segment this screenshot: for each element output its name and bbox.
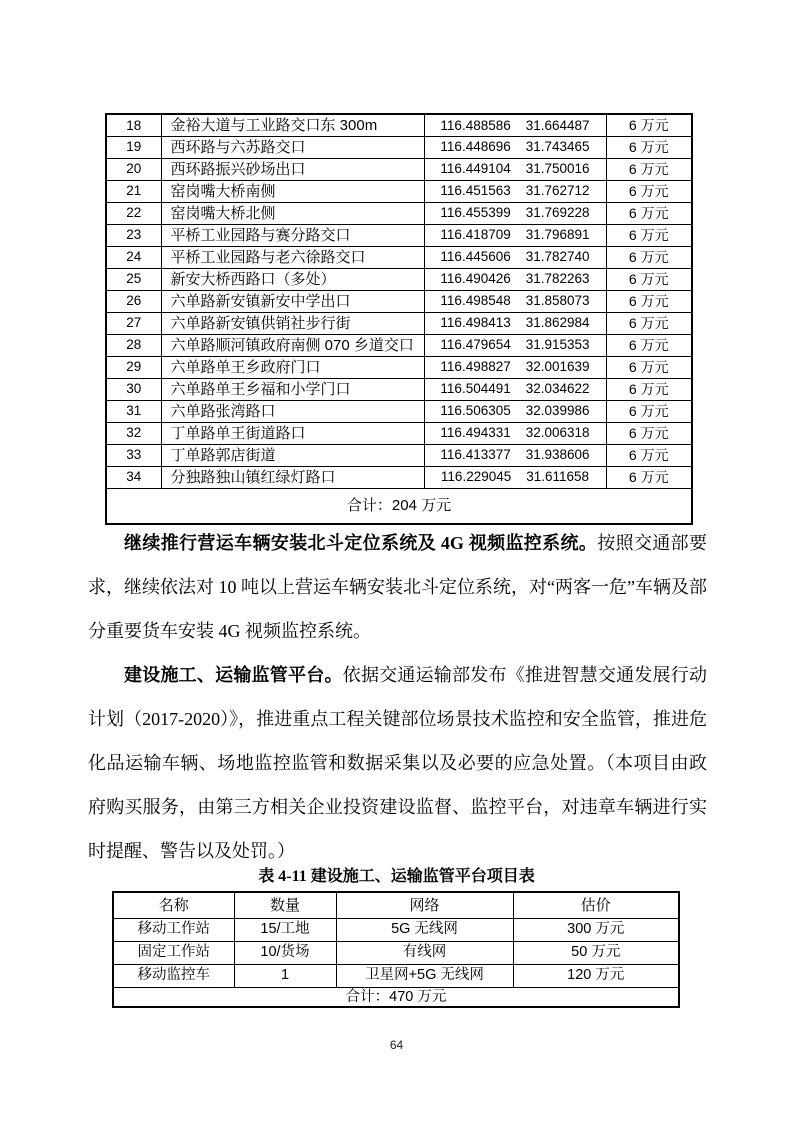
row-latitude: 31.782740 xyxy=(525,249,590,265)
paragraph-lead-bold: 继续推行营运车辆安装北斗定位系统及 4G 视频监控系统。 xyxy=(124,533,598,553)
platform-table-caption: 表 4-11 建设施工、运输监管平台项目表 xyxy=(258,868,535,885)
page-number: 64 xyxy=(389,1038,404,1052)
row-latitude: 31.743465 xyxy=(525,139,590,155)
row-number: 29 xyxy=(106,356,161,378)
row-price: 6 万元 xyxy=(606,312,692,334)
paragraph-beidou-4g xyxy=(88,521,707,653)
row-coordinates xyxy=(424,114,606,136)
row-latitude: 31.796891 xyxy=(525,227,590,243)
row-price: 6 万元 xyxy=(606,290,692,312)
row-price: 6 万元 xyxy=(606,114,692,136)
table-row xyxy=(106,378,692,400)
row-longitude: 116.498827 xyxy=(440,359,511,375)
table-row xyxy=(113,918,679,941)
row-price: 6 万元 xyxy=(606,136,692,158)
row-number: 25 xyxy=(106,268,161,290)
row-item-name: 移动工作站 xyxy=(113,918,234,941)
row-number: 22 xyxy=(106,202,161,224)
row-coordinates xyxy=(424,378,606,400)
row-longitude: 116.413377 xyxy=(440,447,511,463)
row-price: 6 万元 xyxy=(606,224,692,246)
row-location-name: 平桥工业园路与赛分路交口 xyxy=(161,224,424,246)
row-quantity: 1 xyxy=(234,964,336,987)
row-longitude: 116.445606 xyxy=(440,249,511,265)
row-latitude: 32.034622 xyxy=(525,381,590,397)
table-row xyxy=(106,158,692,180)
row-longitude: 116.449104 xyxy=(440,161,511,177)
row-price: 6 万元 xyxy=(606,356,692,378)
row-network: 卫星网+5G 无线网 xyxy=(336,964,513,987)
table-row xyxy=(106,180,692,202)
row-coordinates xyxy=(424,312,606,334)
row-quantity: 15/工地 xyxy=(234,918,336,941)
row-latitude: 32.039986 xyxy=(525,403,590,419)
row-price: 6 万元 xyxy=(606,334,692,356)
row-number: 34 xyxy=(106,466,161,488)
row-longitude: 116.490426 xyxy=(440,271,511,287)
table-row xyxy=(106,202,692,224)
row-latitude: 32.006318 xyxy=(525,425,590,441)
row-network: 5G 无线网 xyxy=(336,918,513,941)
row-longitude: 116.498548 xyxy=(440,293,511,309)
row-price: 6 万元 xyxy=(606,444,692,466)
row-location-name: 丁单路郭店街道 xyxy=(161,444,424,466)
row-number: 23 xyxy=(106,224,161,246)
row-location-name: 六单路单王乡政府门口 xyxy=(161,356,424,378)
row-longitude: 116.479654 xyxy=(440,337,511,353)
row-coordinates xyxy=(424,290,606,312)
row-number: 21 xyxy=(106,180,161,202)
table-row xyxy=(106,224,692,246)
table-row xyxy=(113,941,679,964)
row-coordinates xyxy=(424,356,606,378)
row-number: 27 xyxy=(106,312,161,334)
table-row xyxy=(106,114,692,136)
table-row xyxy=(106,246,692,268)
row-latitude: 31.750016 xyxy=(525,161,590,177)
body-text xyxy=(88,521,707,873)
row-price: 6 万元 xyxy=(606,180,692,202)
row-item-name: 固定工作站 xyxy=(113,941,234,964)
row-number: 19 xyxy=(106,136,161,158)
camera-table-total-row xyxy=(106,488,692,524)
row-network: 有线网 xyxy=(336,941,513,964)
table-row xyxy=(106,400,692,422)
table-row xyxy=(106,444,692,466)
paragraph-supervision-platform xyxy=(88,653,707,873)
row-longitude: 116.448696 xyxy=(440,139,511,155)
table-row xyxy=(106,466,692,488)
row-longitude: 116.451563 xyxy=(440,183,511,199)
table-row xyxy=(106,356,692,378)
row-location-name: 六单路单王乡福和小学门口 xyxy=(161,378,424,400)
row-latitude: 31.915353 xyxy=(525,337,590,353)
row-longitude: 116.488586 xyxy=(440,117,511,133)
row-number: 20 xyxy=(106,158,161,180)
row-price: 6 万元 xyxy=(606,268,692,290)
row-number: 32 xyxy=(106,422,161,444)
row-price: 6 万元 xyxy=(606,202,692,224)
row-price: 6 万元 xyxy=(606,400,692,422)
row-coordinates xyxy=(424,158,606,180)
platform-table-header-row xyxy=(113,892,679,918)
row-coordinates xyxy=(424,466,606,488)
row-coordinates xyxy=(424,224,606,246)
row-number: 31 xyxy=(106,400,161,422)
row-longitude: 116.455399 xyxy=(440,205,511,221)
row-latitude: 32.001639 xyxy=(525,359,590,375)
platform-table-total-row xyxy=(113,987,679,1007)
row-latitude: 31.769228 xyxy=(525,205,590,221)
row-latitude: 31.858073 xyxy=(525,293,590,309)
row-location-name: 丁单路单王街道路口 xyxy=(161,422,424,444)
row-latitude: 31.611658 xyxy=(526,469,590,485)
row-location-name: 新安大桥西路口（多处） xyxy=(161,268,424,290)
row-number: 30 xyxy=(106,378,161,400)
paragraph-body-text: 依据交通运输部发布《推进智慧交通发展行动计划（2017-2020）》，推进重点工程关键部位场景技术监控和安全监管，推进危化品运输车辆、场地监控监管和数据采集以及必要的应急处置。（本项目由政府购买服务，由第三方相关企业投资建设监督、监控平台，对违章车辆进行实时提醒、警告以及处罚。） xyxy=(88,665,708,861)
row-longitude: 116.504491 xyxy=(440,381,511,397)
table-row xyxy=(106,334,692,356)
camera-locations-table xyxy=(105,113,693,525)
row-number: 24 xyxy=(106,246,161,268)
row-number: 33 xyxy=(106,444,161,466)
row-estimate: 120 万元 xyxy=(513,964,679,987)
platform-table-total: 合计：470 万元 xyxy=(113,987,679,1007)
row-longitude: 116.506305 xyxy=(440,403,511,419)
table-row xyxy=(106,422,692,444)
column-header: 估价 xyxy=(513,892,679,918)
row-price: 6 万元 xyxy=(606,158,692,180)
row-coordinates xyxy=(424,180,606,202)
row-longitude: 116.494331 xyxy=(440,425,511,441)
table-row xyxy=(113,964,679,987)
paragraph-body-text: 按照交通部要求，继续依法对 10 吨以上营运车辆安装北斗定位系统，对“两客一危”车辆及部分重要货车安装 4G 视频监控系统。 xyxy=(88,533,708,641)
row-coordinates xyxy=(424,268,606,290)
column-header: 数量 xyxy=(234,892,336,918)
column-header: 网络 xyxy=(336,892,513,918)
camera-table-total: 合计：204 万元 xyxy=(106,488,692,524)
row-longitude: 116.229045 xyxy=(440,469,512,485)
row-quantity: 10/货场 xyxy=(234,941,336,964)
row-number: 18 xyxy=(106,114,161,136)
row-coordinates xyxy=(424,444,606,466)
row-latitude: 31.782263 xyxy=(525,271,590,287)
row-coordinates xyxy=(424,246,606,268)
row-location-name: 六单路顺河镇政府南侧 070 乡道交口 xyxy=(161,334,424,356)
row-location-name: 六单路张湾路口 xyxy=(161,400,424,422)
table-row xyxy=(106,268,692,290)
row-estimate: 300 万元 xyxy=(513,918,679,941)
row-price: 6 万元 xyxy=(606,378,692,400)
row-price: 6 万元 xyxy=(606,246,692,268)
row-coordinates xyxy=(424,400,606,422)
row-location-name: 平桥工业园路与老六徐路交口 xyxy=(161,246,424,268)
row-location-name: 窑岗嘴大桥北侧 xyxy=(161,202,424,224)
row-coordinates xyxy=(424,136,606,158)
row-number: 28 xyxy=(106,334,161,356)
row-longitude: 116.498413 xyxy=(440,315,511,331)
camera-table-body xyxy=(106,114,692,488)
paragraph-lead-bold: 建设施工、运输监管平台。 xyxy=(124,665,343,685)
table-row xyxy=(106,136,692,158)
row-price: 6 万元 xyxy=(606,466,692,488)
row-coordinates xyxy=(424,422,606,444)
row-latitude: 31.862984 xyxy=(525,315,590,331)
table-row xyxy=(106,312,692,334)
row-latitude: 31.762712 xyxy=(525,183,590,199)
row-longitude: 116.418709 xyxy=(440,227,511,243)
row-latitude: 31.664487 xyxy=(525,117,590,133)
row-location-name: 西环路振兴砂场出口 xyxy=(161,158,424,180)
row-number: 26 xyxy=(106,290,161,312)
table-row xyxy=(106,290,692,312)
platform-projects-table xyxy=(112,891,680,1008)
column-header: 名称 xyxy=(113,892,234,918)
platform-table-body xyxy=(113,918,679,987)
row-price: 6 万元 xyxy=(606,422,692,444)
row-location-name: 六单路新安镇新安中学出口 xyxy=(161,290,424,312)
row-coordinates xyxy=(424,334,606,356)
row-item-name: 移动监控车 xyxy=(113,964,234,987)
row-estimate: 50 万元 xyxy=(513,941,679,964)
row-location-name: 金裕大道与工业路交口东 300m xyxy=(161,114,424,136)
row-location-name: 六单路新安镇供销社步行街 xyxy=(161,312,424,334)
row-coordinates xyxy=(424,202,606,224)
row-location-name: 窑岗嘴大桥南侧 xyxy=(161,180,424,202)
row-latitude: 31.938606 xyxy=(525,447,590,463)
row-location-name: 分独路独山镇红绿灯路口 xyxy=(161,466,424,488)
row-location-name: 西环路与六苏路交口 xyxy=(161,136,424,158)
